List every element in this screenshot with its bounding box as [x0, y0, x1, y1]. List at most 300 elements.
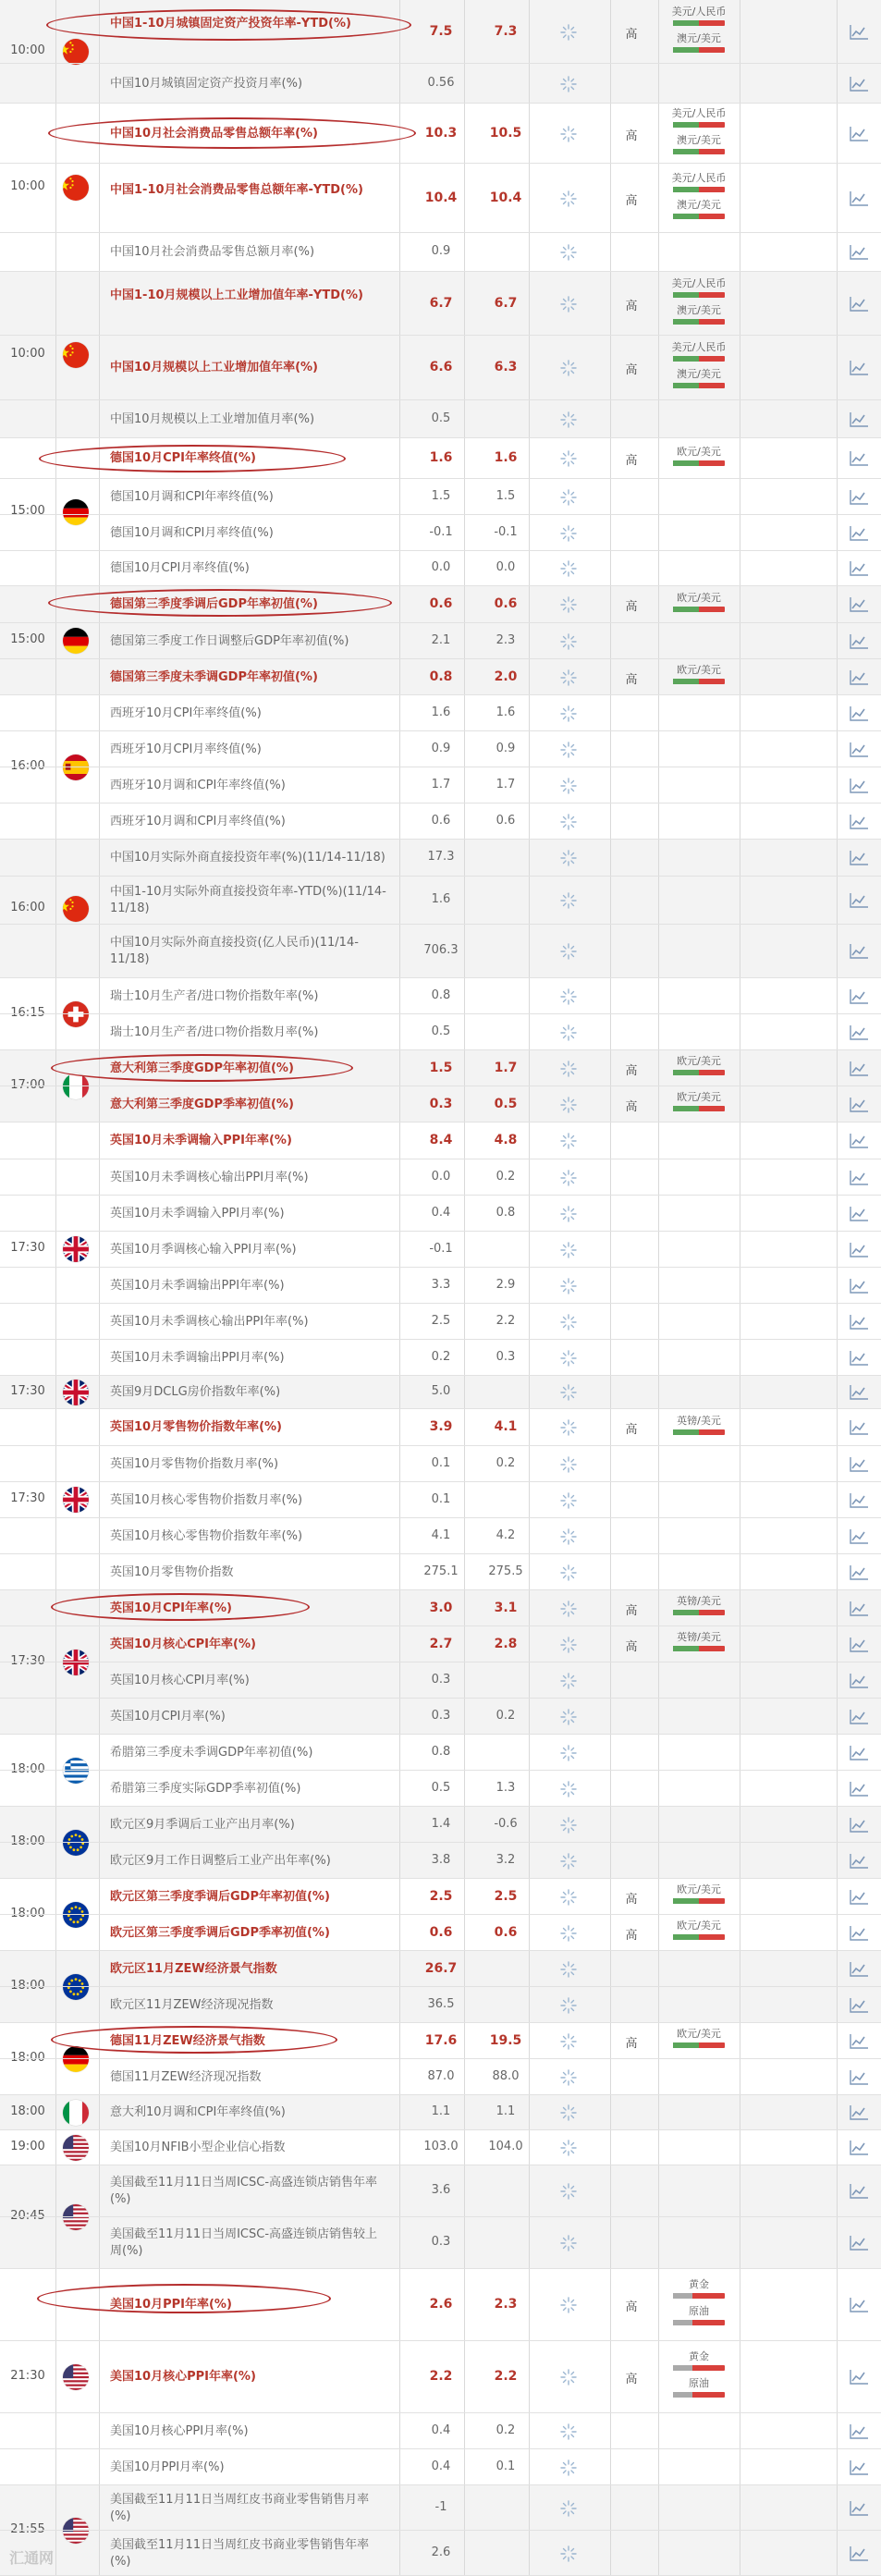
- asset-label: 英镑/美元: [677, 1414, 721, 1427]
- event-group: [0, 1879, 881, 1951]
- event-group: [0, 2165, 881, 2269]
- forecast-value: 1.6: [494, 450, 518, 465]
- indicator-name: 德国11月ZEW经济景气指数: [110, 2033, 265, 2048]
- event-row[interactable]: [0, 104, 881, 164]
- event-group: [0, 1409, 881, 1590]
- previous-value: 0.56: [427, 75, 455, 90]
- impact-bar: [673, 1106, 725, 1111]
- previous-value: 0.8: [431, 1744, 451, 1759]
- event-row[interactable]: [0, 1626, 881, 1662]
- previous-value: 0.0: [431, 1169, 451, 1184]
- history-chart-icon[interactable]: [849, 1925, 869, 1942]
- history-chart-icon[interactable]: [849, 1278, 869, 1294]
- asset-impact: [669, 2377, 728, 2404]
- history-chart-icon[interactable]: [849, 1419, 869, 1436]
- event-row[interactable]: [0, 695, 881, 731]
- previous-value: 3.6: [431, 2183, 451, 2197]
- forecast-value: 0.6: [494, 596, 518, 611]
- history-chart-icon[interactable]: [849, 1384, 869, 1401]
- asset-impact: [669, 172, 728, 199]
- indicator-name: 欧元区第三季度季调后GDP季率初值(%): [110, 1925, 330, 1940]
- previous-value: 26.7: [424, 1960, 458, 1976]
- impact-level: 高: [625, 1892, 638, 1907]
- indicator-name: 瑞士10月生产者/进口物价指数年率(%): [110, 988, 319, 1003]
- asset-impact: [669, 1631, 728, 1658]
- event-row[interactable]: [0, 2165, 881, 2217]
- pending-actual-icon: [556, 2545, 581, 2563]
- history-chart-icon[interactable]: [849, 1314, 869, 1331]
- impact-level: 高: [625, 1603, 638, 1618]
- affected-assets: [669, 277, 728, 331]
- impact-bar: [673, 1646, 725, 1651]
- forecast-value: 0.6: [494, 1924, 518, 1940]
- impact-level: 高: [625, 2300, 638, 2314]
- history-chart-icon[interactable]: [849, 76, 869, 92]
- history-chart-icon[interactable]: [849, 1601, 869, 1617]
- impact-bar: [673, 187, 725, 192]
- history-chart-icon[interactable]: [849, 988, 869, 1005]
- forecast-value: 0.2: [496, 2423, 516, 2437]
- history-chart-icon[interactable]: [849, 2033, 869, 2050]
- pending-actual-icon: [556, 2182, 581, 2201]
- forecast-value: 2.3: [494, 2297, 518, 2312]
- history-chart-icon[interactable]: [849, 190, 869, 207]
- affected-assets: [669, 1631, 728, 1658]
- forecast-value: 2.8: [494, 1636, 518, 1651]
- event-row[interactable]: [0, 438, 881, 479]
- history-chart-icon[interactable]: [849, 1637, 869, 1653]
- event-row[interactable]: [0, 233, 881, 272]
- pending-actual-icon: [556, 295, 581, 313]
- event-row[interactable]: [0, 515, 881, 551]
- history-chart-icon[interactable]: [849, 1456, 869, 1473]
- event-group: [0, 438, 881, 586]
- history-chart-icon[interactable]: [849, 1781, 869, 1797]
- history-chart-icon[interactable]: [849, 560, 869, 577]
- event-row[interactable]: [0, 1014, 881, 1050]
- asset-label: 原油: [689, 2377, 709, 2389]
- previous-value: 17.6: [424, 2032, 458, 2048]
- event-row[interactable]: [0, 731, 881, 767]
- forecast-value: 0.2: [496, 1455, 516, 1470]
- event-time: 18:00: [10, 1907, 45, 1920]
- event-row[interactable]: [0, 2059, 881, 2095]
- event-row[interactable]: [0, 978, 881, 1014]
- history-chart-icon[interactable]: [849, 850, 869, 866]
- event-row[interactable]: [0, 64, 881, 104]
- asset-label: 澳元/美元: [677, 368, 721, 380]
- history-chart-icon[interactable]: [849, 943, 869, 960]
- event-group: [0, 2130, 881, 2165]
- event-time: 15:00: [10, 632, 45, 646]
- asset-label: 原油: [689, 2305, 709, 2317]
- impact-bar: [673, 383, 725, 388]
- pending-actual-icon: [556, 1636, 581, 1654]
- history-chart-icon[interactable]: [849, 2369, 869, 2386]
- event-row[interactable]: [0, 1268, 881, 1304]
- history-chart-icon[interactable]: [849, 24, 869, 41]
- pending-actual-icon: [556, 1816, 581, 1834]
- previous-value: 87.0: [427, 2068, 455, 2083]
- history-chart-icon[interactable]: [849, 2297, 869, 2313]
- indicator-name: 英国10月CPI月率(%): [110, 1709, 226, 1723]
- previous-value: 0.3: [431, 2235, 451, 2249]
- pending-actual-icon: [556, 987, 581, 1006]
- affected-assets: [669, 1920, 728, 1946]
- event-group: [0, 1590, 881, 1735]
- forecast-value: 3.2: [496, 1852, 516, 1867]
- impact-bar: [673, 2392, 725, 2398]
- event-row[interactable]: [0, 2269, 881, 2341]
- forecast-value: 0.3: [496, 1349, 516, 1364]
- history-chart-icon[interactable]: [849, 1206, 869, 1222]
- pending-actual-icon: [556, 359, 581, 377]
- event-row[interactable]: [0, 1915, 881, 1951]
- forecast-value: -0.6: [494, 1816, 518, 1831]
- event-group: [0, 0, 881, 104]
- event-row[interactable]: [0, 2531, 881, 2576]
- impact-bar: [673, 2293, 725, 2299]
- history-chart-icon[interactable]: [849, 778, 869, 794]
- previous-value: 2.2: [429, 2369, 453, 2384]
- impact-level: 高: [625, 363, 638, 377]
- history-chart-icon[interactable]: [849, 360, 869, 376]
- affected-assets: [669, 592, 728, 619]
- affected-assets: [669, 446, 728, 472]
- history-chart-icon[interactable]: [849, 705, 869, 722]
- history-chart-icon[interactable]: [849, 2140, 869, 2156]
- event-row[interactable]: [0, 2485, 881, 2531]
- event-time: 19:00: [10, 2140, 45, 2153]
- asset-label: 欧元/美元: [677, 445, 721, 458]
- previous-value: 1.5: [431, 488, 451, 503]
- forecast-value: 2.5: [494, 1888, 518, 1904]
- history-chart-icon[interactable]: [849, 411, 869, 428]
- affected-assets: [669, 2350, 728, 2404]
- previous-value: 3.3: [431, 1277, 451, 1292]
- impact-level: 高: [625, 299, 638, 313]
- previous-value: 0.1: [431, 1491, 451, 1506]
- pending-actual-icon: [556, 2368, 581, 2386]
- pending-actual-icon: [556, 1060, 581, 1078]
- indicator-name: 美国截至11月11日当周红皮书商业零售销售月率(%): [110, 2492, 370, 2523]
- event-row[interactable]: [0, 2023, 881, 2059]
- event-group: [0, 104, 881, 272]
- history-chart-icon[interactable]: [849, 1889, 869, 1906]
- event-row[interactable]: [0, 1699, 881, 1735]
- event-row[interactable]: [0, 1482, 881, 1518]
- event-row[interactable]: [0, 1159, 881, 1196]
- event-row[interactable]: [0, 479, 881, 515]
- history-chart-icon[interactable]: [849, 1528, 869, 1545]
- event-row[interactable]: [0, 586, 881, 623]
- history-chart-icon[interactable]: [849, 2459, 869, 2476]
- indicator-name: 中国10月规模以上工业增加值年率(%): [110, 361, 318, 374]
- event-row[interactable]: [0, 551, 881, 586]
- previous-value: 103.0: [423, 2140, 459, 2153]
- asset-label: 英镑/美元: [677, 1631, 721, 1643]
- pending-actual-icon: [556, 1960, 581, 1979]
- previous-value: 4.1: [431, 1527, 451, 1542]
- previous-value: 2.6: [429, 2297, 453, 2312]
- indicator-name: 德国第三季度工作日调整后GDP年率初值(%): [110, 633, 349, 648]
- event-row[interactable]: [0, 1879, 881, 1915]
- event-group: [0, 586, 881, 695]
- asset-impact: [669, 1920, 728, 1946]
- forecast-value: 0.5: [494, 1096, 518, 1111]
- asset-impact: [669, 592, 728, 619]
- event-row[interactable]: [0, 803, 881, 840]
- event-row[interactable]: [0, 925, 881, 978]
- forecast-value: 1.3: [496, 1780, 516, 1795]
- history-chart-icon[interactable]: [849, 1817, 869, 1834]
- impact-level: 高: [625, 1639, 638, 1654]
- event-group: [0, 2269, 881, 2485]
- forecast-value: 19.5: [489, 2032, 522, 2048]
- pending-actual-icon: [556, 1600, 581, 1618]
- history-chart-icon[interactable]: [849, 2500, 869, 2517]
- previous-value: 1.6: [431, 705, 451, 719]
- history-chart-icon[interactable]: [849, 2235, 869, 2251]
- indicator-name: 美国10月PPI年率(%): [110, 2298, 232, 2312]
- event-time: 21:55: [10, 2522, 45, 2536]
- asset-label: 英镑/美元: [677, 1595, 721, 1607]
- indicator-name: 英国10月零售物价指数: [110, 1564, 234, 1579]
- asset-label: 黄金: [689, 2278, 709, 2290]
- asset-label: 美元/人民币: [671, 5, 727, 18]
- forecast-value: 0.2: [496, 1169, 516, 1184]
- impact-bar: [673, 1610, 725, 1615]
- event-group: [0, 1050, 881, 1122]
- history-chart-icon[interactable]: [849, 596, 869, 613]
- event-row[interactable]: [0, 877, 881, 925]
- history-chart-icon[interactable]: [849, 1564, 869, 1581]
- forecast-value: 0.9: [496, 741, 516, 755]
- indicator-name: 英国10月零售物价指数月率(%): [110, 1456, 279, 1471]
- event-row[interactable]: [0, 1554, 881, 1590]
- history-chart-icon[interactable]: [849, 126, 869, 142]
- pending-actual-icon: [556, 1708, 581, 1726]
- indicator-name: 英国10月未季调核心输出PPI月率(%): [110, 1170, 309, 1184]
- event-row[interactable]: [0, 2130, 881, 2165]
- indicator-name: 英国9月DCLG房价指数年率(%): [110, 1385, 281, 1399]
- pending-actual-icon: [556, 2296, 581, 2314]
- indicator-name: 美国截至11月11日当周ICSC-高盛连锁店销售年率(%): [110, 2176, 378, 2206]
- history-chart-icon[interactable]: [849, 2069, 869, 2086]
- event-row[interactable]: [0, 1409, 881, 1446]
- forecast-value: 2.2: [494, 2369, 518, 2384]
- event-group: [0, 695, 881, 840]
- pending-actual-icon: [556, 1996, 581, 2015]
- affected-assets: [669, 1595, 728, 1622]
- event-row[interactable]: [0, 2095, 881, 2130]
- event-row[interactable]: [0, 1843, 881, 1879]
- affected-assets: [669, 172, 728, 226]
- pending-actual-icon: [556, 559, 581, 578]
- pending-actual-icon: [556, 1780, 581, 1798]
- history-chart-icon[interactable]: [849, 2545, 869, 2562]
- impact-level: 高: [625, 454, 638, 468]
- event-row[interactable]: [0, 767, 881, 803]
- pending-actual-icon: [556, 741, 581, 759]
- event-row[interactable]: [0, 623, 881, 659]
- event-row[interactable]: [0, 1304, 881, 1340]
- affected-assets: [669, 107, 728, 161]
- indicator-name: 德国10月CPI月率终值(%): [110, 561, 250, 575]
- history-chart-icon[interactable]: [849, 1997, 869, 2014]
- forecast-value: 2.3: [496, 632, 516, 647]
- event-group: [0, 1735, 881, 1807]
- asset-impact: [669, 2028, 728, 2055]
- event-row[interactable]: [0, 1376, 881, 1409]
- indicator-name: 英国10月未季调核心输出PPI年率(%): [110, 1314, 309, 1329]
- history-chart-icon[interactable]: [849, 1061, 869, 1077]
- impact-level: 高: [625, 1928, 638, 1943]
- affected-assets: [669, 1055, 728, 1082]
- event-row[interactable]: [0, 1771, 881, 1807]
- indicator-name: 中国10月社会消费品零售总额年率(%): [110, 126, 318, 141]
- event-row[interactable]: [0, 840, 881, 877]
- event-row[interactable]: [0, 1340, 881, 1376]
- event-group: [0, 2023, 881, 2095]
- event-row[interactable]: [0, 659, 881, 695]
- event-row[interactable]: [0, 1050, 881, 1086]
- indicator-name: 美国10月核心PPI月率(%): [110, 2423, 249, 2438]
- history-chart-icon[interactable]: [849, 1492, 869, 1509]
- event-row[interactable]: [0, 1086, 881, 1122]
- history-chart-icon[interactable]: [849, 2183, 869, 2200]
- event-row[interactable]: [0, 2217, 881, 2269]
- history-chart-icon[interactable]: [849, 814, 869, 830]
- pending-actual-icon: [556, 1241, 581, 1259]
- pending-actual-icon: [556, 2104, 581, 2122]
- indicator-name: 英国10月未季调输入PPI年率(%): [110, 1134, 292, 1147]
- history-chart-icon[interactable]: [849, 1350, 869, 1367]
- event-group: [0, 1951, 881, 2023]
- previous-value: 0.5: [431, 411, 451, 425]
- indicator-name: 美国10月NFIB小型企业信心指数: [110, 2141, 286, 2154]
- event-group: [0, 1807, 881, 1879]
- asset-impact: [669, 277, 728, 304]
- indicator-name: 德国第三季度季调后GDP年率初值(%): [110, 597, 318, 611]
- event-row[interactable]: [0, 0, 881, 64]
- forecast-value: 88.0: [492, 2068, 520, 2083]
- history-chart-icon[interactable]: [849, 1961, 869, 1978]
- indicator-name: 英国10月季调核心输入PPI月率(%): [110, 1242, 297, 1257]
- history-chart-icon[interactable]: [849, 525, 869, 542]
- pending-actual-icon: [556, 813, 581, 831]
- event-row[interactable]: [0, 1518, 881, 1554]
- indicator-name: 英国10月核心CPI年率(%): [110, 1637, 256, 1651]
- impact-level: 高: [625, 600, 638, 614]
- event-group: [0, 1122, 881, 1376]
- indicator-name: 中国10月城镇固定资产投资月率(%): [110, 76, 303, 91]
- event-time: 15:00: [10, 504, 45, 518]
- history-chart-icon[interactable]: [849, 1853, 869, 1870]
- history-chart-icon[interactable]: [849, 742, 869, 758]
- previous-value: 0.4: [431, 2423, 451, 2437]
- event-row[interactable]: [0, 1590, 881, 1626]
- history-chart-icon[interactable]: [849, 1673, 869, 1689]
- event-row[interactable]: [0, 1987, 881, 2023]
- event-row[interactable]: [0, 1122, 881, 1159]
- history-chart-icon[interactable]: [849, 489, 869, 506]
- impact-bar: [673, 1934, 725, 1940]
- previous-value: 6.6: [429, 360, 453, 374]
- event-time: 18:00: [10, 1979, 45, 1993]
- asset-impact: [669, 32, 728, 59]
- event-row[interactable]: [0, 1446, 881, 1482]
- history-chart-icon[interactable]: [849, 296, 869, 313]
- history-chart-icon[interactable]: [849, 633, 869, 650]
- history-chart-icon[interactable]: [849, 1170, 869, 1186]
- previous-value: 36.5: [427, 1996, 455, 2011]
- event-row[interactable]: [0, 1196, 881, 1232]
- event-row[interactable]: [0, 2449, 881, 2485]
- event-row[interactable]: [0, 272, 881, 336]
- event-time: 10:00: [10, 179, 45, 193]
- previous-value: -1: [434, 2499, 447, 2514]
- forecast-value: 4.8: [494, 1133, 518, 1147]
- history-chart-icon[interactable]: [849, 2104, 869, 2121]
- event-row[interactable]: [0, 400, 881, 438]
- asset-impact: [669, 2305, 728, 2332]
- event-row[interactable]: [0, 1735, 881, 1771]
- history-chart-icon[interactable]: [849, 450, 869, 467]
- affected-assets: [669, 341, 728, 395]
- asset-impact: [669, 1415, 728, 1441]
- pending-actual-icon: [556, 524, 581, 543]
- history-chart-icon[interactable]: [849, 244, 869, 261]
- event-row[interactable]: [0, 1662, 881, 1699]
- pending-actual-icon: [556, 2139, 581, 2157]
- asset-impact: [669, 2350, 728, 2377]
- history-chart-icon[interactable]: [849, 669, 869, 686]
- asset-impact: [669, 304, 728, 331]
- asset-impact: [669, 2278, 728, 2305]
- event-row[interactable]: [0, 2341, 881, 2413]
- event-row[interactable]: [0, 2413, 881, 2449]
- pending-actual-icon: [556, 1313, 581, 1331]
- history-chart-icon[interactable]: [849, 892, 869, 909]
- asset-label: 欧元/美元: [677, 2028, 721, 2040]
- impact-bar: [673, 1070, 725, 1075]
- history-chart-icon[interactable]: [849, 1133, 869, 1149]
- pending-actual-icon: [556, 891, 581, 910]
- impact-level: 高: [625, 1423, 638, 1437]
- history-chart-icon[interactable]: [849, 1709, 869, 1725]
- asset-label: 澳元/美元: [677, 133, 721, 146]
- event-row[interactable]: [0, 1232, 881, 1268]
- pending-actual-icon: [556, 449, 581, 468]
- event-time: 16:00: [10, 759, 45, 773]
- history-chart-icon[interactable]: [849, 2423, 869, 2440]
- previous-value: 17.3: [427, 850, 455, 864]
- history-chart-icon[interactable]: [849, 1024, 869, 1041]
- asset-impact: [669, 1055, 728, 1082]
- history-chart-icon[interactable]: [849, 1242, 869, 1258]
- history-chart-icon[interactable]: [849, 1745, 869, 1761]
- event-row[interactable]: [0, 1951, 881, 1987]
- history-chart-icon[interactable]: [849, 1097, 869, 1113]
- previous-value: 10.4: [424, 190, 458, 205]
- asset-impact: [669, 664, 728, 691]
- event-row[interactable]: [0, 1807, 881, 1843]
- event-row[interactable]: [0, 164, 881, 233]
- previous-value: 0.4: [431, 2459, 451, 2473]
- impact-bar: [673, 2365, 725, 2371]
- event-row[interactable]: [0, 336, 881, 400]
